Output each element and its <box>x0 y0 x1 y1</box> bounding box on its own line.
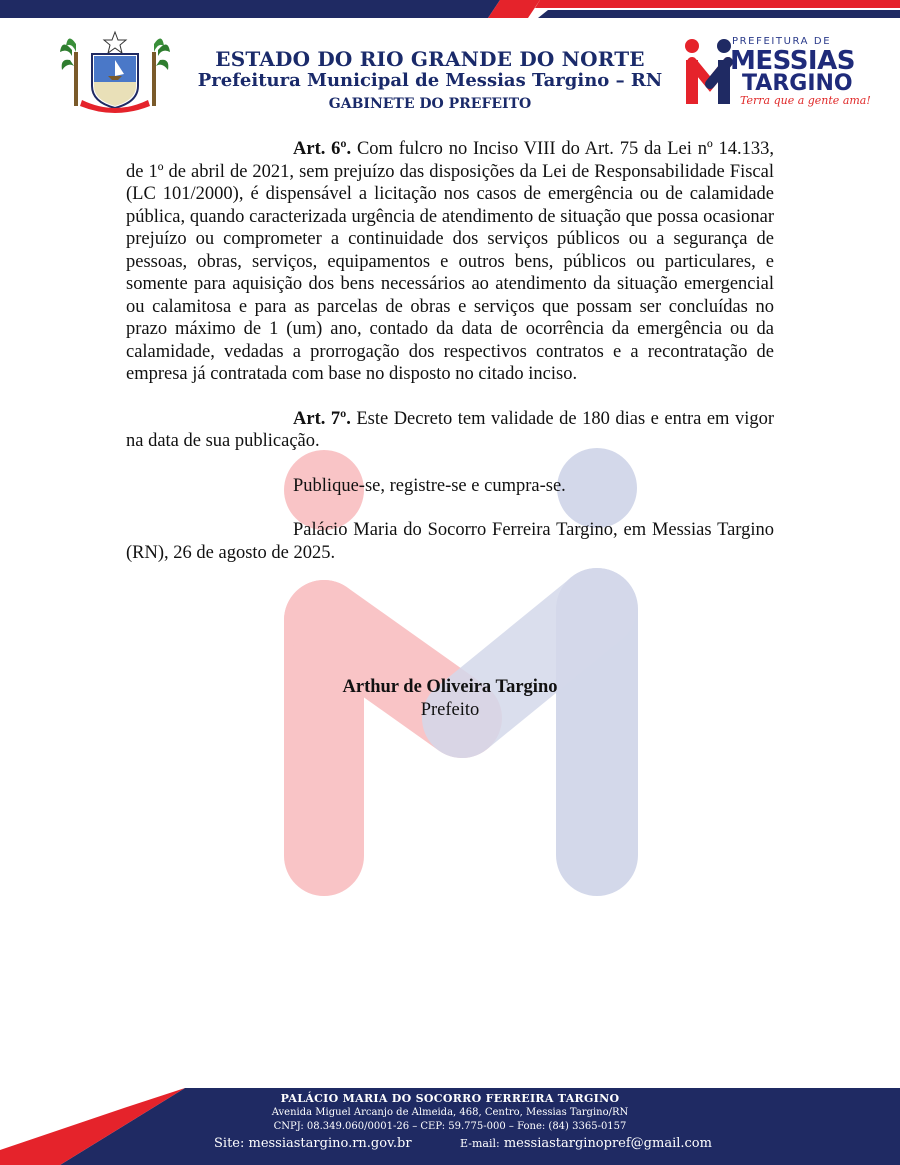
footer-address <box>190 1091 710 1134</box>
article-7-label: Art. 7º. <box>293 408 351 429</box>
article-6-text: Com fulcro no Inciso VIII do Art. 75 da Lei nº 14.133, de 1º de abril de 2021, sem prejuízo das disposições da Lei de Responsabilidade Fiscal (LC 101/2000), é dispensável a licitação nos casos de emergência ou de calamidade pública, quando caracterizada urgência de atendimento de situação que possa ocasionar prejuízo ou comprometer a continuidade dos serviços públicos ou a segurança de pessoas, obras, serviços, equipamentos e outros bens, públicos ou particulares, e somente para aquisição dos bens necessários ao atendimento da situação emergencial ou calamitosa e para as parcelas de obras e serviços que possam ser concluídas no prazo máximo de 1 (um) ano, contado da data de ocorrência da emergência ou da calamidade, vedadas a prorrogação dos respectivos contratos e a recontratação de empresa já contratada com base no disposto no citado inciso. <box>126 139 774 384</box>
messias-targino-brand-logo <box>684 34 874 112</box>
brand-name-line1: MESSIAS <box>730 46 855 76</box>
place-and-date: Palácio Maria do Socorro Ferreira Targino, em Messias Targino (RN), 26 de agosto de 2025. <box>126 520 774 563</box>
brand-name-line2: TARGINO <box>742 71 853 96</box>
brand-tagline: Terra que a gente ama! <box>740 94 871 107</box>
footer-street: Avenida Miguel Arcanjo de Almeida, 468, Centro, Messias Targino/RN <box>271 1107 629 1118</box>
article-7-text: Este Decreto tem validade de 180 dias e entra em vigor na data de sua publicação. <box>126 408 774 451</box>
signature-block <box>126 676 774 721</box>
signer-name: Arthur de Oliveira Targino <box>342 677 558 697</box>
closing-formula: Publique-se, registre-se e cumpra-se. <box>293 475 566 496</box>
brand-prefix: PREFEITURA DE <box>732 36 832 47</box>
footer-registry: CNPJ: 08.349.060/0001-26 – CEP: 59.775-000 – Fone: (84) 3365-0157 <box>273 1121 627 1132</box>
office-name: GABINETE DO PREFEITO <box>328 96 532 112</box>
footer-email-link[interactable]: messiastarginopref@gmail.com <box>503 1136 712 1151</box>
article-7 <box>126 408 774 453</box>
footer-palace-name: PALÁCIO MARIA DO SOCORRO FERREIRA TARGINO <box>280 1092 620 1105</box>
footer-email-label: E-mail: <box>460 1137 500 1150</box>
footer-site-link[interactable]: Site: messiastargino.rn.gov.br <box>214 1136 412 1151</box>
article-6 <box>126 138 774 386</box>
signer-title: Prefeito <box>420 699 480 720</box>
state-coat-of-arms-logo <box>58 30 172 114</box>
state-name: ESTADO DO RIO GRANDE DO NORTE <box>215 47 645 71</box>
decree-body <box>126 138 774 564</box>
municipality-name: Prefeitura Municipal de Messias Targino – RN <box>197 70 663 91</box>
article-6-label: Art. 6º. <box>293 139 352 159</box>
footer-email <box>460 1135 712 1153</box>
letterhead-title <box>190 48 670 114</box>
top-stripe <box>0 0 900 18</box>
